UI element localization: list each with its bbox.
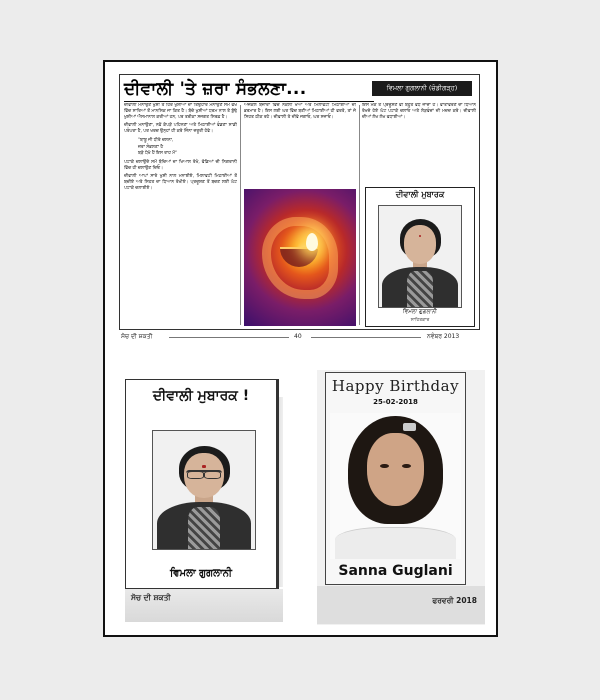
paragraph: ਦੀਵਾਲੀ ਮਨਾਉਣਾ, ਨਵੇਂ ਕੱਪੜੇ ਪਹਿਨਣਾ ਅਤੇ ਮਿਠਾਈਆਂ ਵੰਡਣਾ ਸਾਡੀ ਪਰੰਪਰਾ ਹੈ, ਪਰ ਖਰਚ ਉਨ੍ਹਾਂ ਹੀ ਕਰੋ ਜਿੰਨਾ ਜ਼ਰੂਰੀ ਹੋਵੇ।: [124, 123, 237, 135]
paragraph: ਅਜਕੱਲ ਬਜ਼ਾਰਾਂ ਵਿੱਚ ਨਕਲੀ ਖੋਆ ਅਤੇ ਮਿਲਾਵਟੀ ਮਿਠਾਈਆਂ ਦੀ ਭਰਮਾਰ ਹੈ। ਇਸ ਲਈ ਘਰ ਵਿੱਚ ਬਣੀਆਂ ਮਿਠਾਈਆਂ ਹੀ ਵਰਤੋ, ਤਾਂ ਜੋ ਸਿਹਤ ਠੀਕ ਰਹੇ। ਦੀਵਾਲੀ ਤੇ ਦੀਵੇ ਜਗਾਓ, ਘਰ ਸਜਾਓ।: [244, 103, 356, 121]
author-name: ਵਿਮਲਾ ਗੁਗਲਾਨੀ: [403, 309, 437, 315]
clipping-issue-date: ਫਰਵਰੀ 2018: [432, 596, 477, 605]
magazine-footer: [119, 333, 480, 343]
portrait-woman: [379, 206, 461, 307]
clipping-bottom-strip: [317, 586, 485, 624]
article-verse: [124, 138, 237, 156]
clipping-masthead: ਸੋਚ ਦੀ ਸ਼ਕਤੀ: [131, 593, 171, 602]
diwali-lamp-photo: [244, 189, 356, 326]
greeting-title: ਦੀਵਾਲੀ ਮੁਬਾਰਕ: [395, 190, 445, 199]
portrait-woman: [153, 431, 255, 549]
portrait-girl-shirt: [335, 527, 456, 559]
footer-issue-date: ਨਵੰਬਰ 2013: [427, 333, 460, 340]
article-column-1: [124, 103, 237, 325]
birthday-title: Happy Birthday: [331, 377, 460, 395]
paragraph: ਇਸ ਮੌਕੇ ਤੇ ਪ੍ਰਦੂਸ਼ਣ ਵੀ ਬਹੁਤ ਵੱਧ ਜਾਂਦਾ ਹੈ। ਵਾਤਾਵਰਣ ਦਾ ਧਿਆਨ ਰੱਖਦੇ ਹੋਏ ਘੱਟ ਪਟਾਕੇ ਚਲਾਓ ਅਤੇ ਲੋੜਵੰਦਾਂ ਦੀ ਮਦਦ ਕਰੋ। ਦੀਵਾਲੀ ਦੀਆਂ ਲੱਖ ਲੱਖ ਵਧਾਈਆਂ।: [362, 103, 476, 121]
scrapbook-page: [103, 60, 498, 637]
headline-divider: [124, 101, 374, 102]
verse-line: "ਬਾਬੂ ਜੀ ਧੀਰੇ ਚਲਨਾ,: [138, 138, 174, 144]
greeting-card-frame: [125, 379, 279, 589]
birthday-photo: [330, 413, 461, 559]
article-byline: ਵਿਮਲਾ ਗੁਗਲਾਨੀ (ਚੰਡੀਗੜ੍ਹ): [372, 81, 472, 96]
greeting-title: ਦੀਵਾਲੀ ਮੁਬਾਰਕ !: [152, 388, 250, 404]
verse-line: ਜ਼ਰਾ ਸੰਭਲਣਾ ਹੈ: [138, 144, 164, 150]
birthday-name: Sanna Guglani: [338, 563, 453, 579]
clipping-bottom-strip: [125, 589, 283, 622]
column-divider: [240, 105, 241, 325]
footer-masthead: ਸੋਚ ਦੀ ਸ਼ਕਤੀ: [121, 333, 153, 340]
hair-clip: [403, 423, 416, 430]
birthday-date: 25-02-2018: [373, 398, 418, 406]
footer-page-number: 40: [294, 333, 302, 340]
article-column-3: [362, 103, 476, 183]
author-title: ਸਾਹਿਤਕਾਰ: [410, 318, 430, 323]
greeting-name: ਵਿਮਲਾ ਗੁਗਲਾਨੀ: [170, 568, 232, 579]
article-clipping: [119, 74, 480, 330]
paragraph: ਦੀਵਾਲੀ ਆਪਾਂ ਸਾਰੇ ਖੁਸ਼ੀ ਨਾਲ ਮਨਾਈਏ, ਮਿਲਾਵਟੀ ਮਿਠਾਈਆਂ ਤੋਂ ਬਚੀਏ ਅਤੇ ਸਿਹਤ ਦਾ ਧਿਆਨ ਰੱਖੀਏ। ਪ੍ਰਦੂਸ਼ਣ ਤੋਂ ਬਚਣ ਲਈ ਘੱਟ ਪਟਾਕੇ ਚਲਾਈਏ।: [124, 173, 237, 192]
flame-icon: [306, 233, 318, 251]
birthday-card: [325, 372, 466, 585]
paragraph: ਪਟਾਕੇ ਚਲਾਉਂਦੇ ਸਮੇਂ ਬੱਚਿਆਂ ਦਾ ਖਿਆਲ ਰੱਖੋ, ਵੱਡਿਆਂ ਦੀ ਨਿਗਰਾਨੀ ਵਿੱਚ ਹੀ ਚਲਾਉਣ ਦਿਓ।: [124, 159, 237, 171]
author-photo: [378, 205, 462, 308]
footer-rule: [169, 337, 289, 338]
portrait-girl-face: [367, 433, 425, 506]
verse-line: ਬੜੇ ਧੋਖੇ ਹੈਂ ਇਸ ਰਾਹ ਮੇਂ": [138, 150, 178, 156]
footer-rule: [311, 337, 421, 338]
greeting-photo: [152, 430, 256, 550]
author-greeting-box: [365, 187, 475, 327]
column-divider: [359, 105, 360, 325]
article-column-2: [244, 103, 356, 185]
diwali-greeting-clipping: [125, 377, 283, 622]
paragraph: ਦੀਵਾਲੀ ਮਨਾਉਣ ਖੁਸ਼ੀ ਤੇ ਹਿਰ ਖੁਸ਼ੀਆਂ ਦਾ ਤਿਉਹਾਰ ਮਨਾਉਣ ਸਮੇਂ ਵੱਖ ਵਿੱਚ ਸਾਰਿਆਂ ਤੋਂ ਮਾਨਸਿਕ ਜਾ ਕਿਤ ਹੈ। ਬੱਚੇ ਖੁਸ਼ੀਆਂ ਧਰਮ ਨਾਲ ਤੇ ਬੁੱਢੇ ਖੁਸ਼ੀਆਂ ਐਸਮਾਨਾਲ ਕਰੀਆਂ ਹਨ, ਪਰ ਤਰੀਕਾ ਸਜਗਤ ਸਿਰਫ਼ ਹੈ।: [124, 103, 237, 121]
article-headline: ਦੀਵਾਲੀ 'ਤੇ ਜ਼ਰਾ ਸੰਭਲਣਾ...: [124, 79, 307, 99]
birthday-clipping: [317, 370, 485, 625]
